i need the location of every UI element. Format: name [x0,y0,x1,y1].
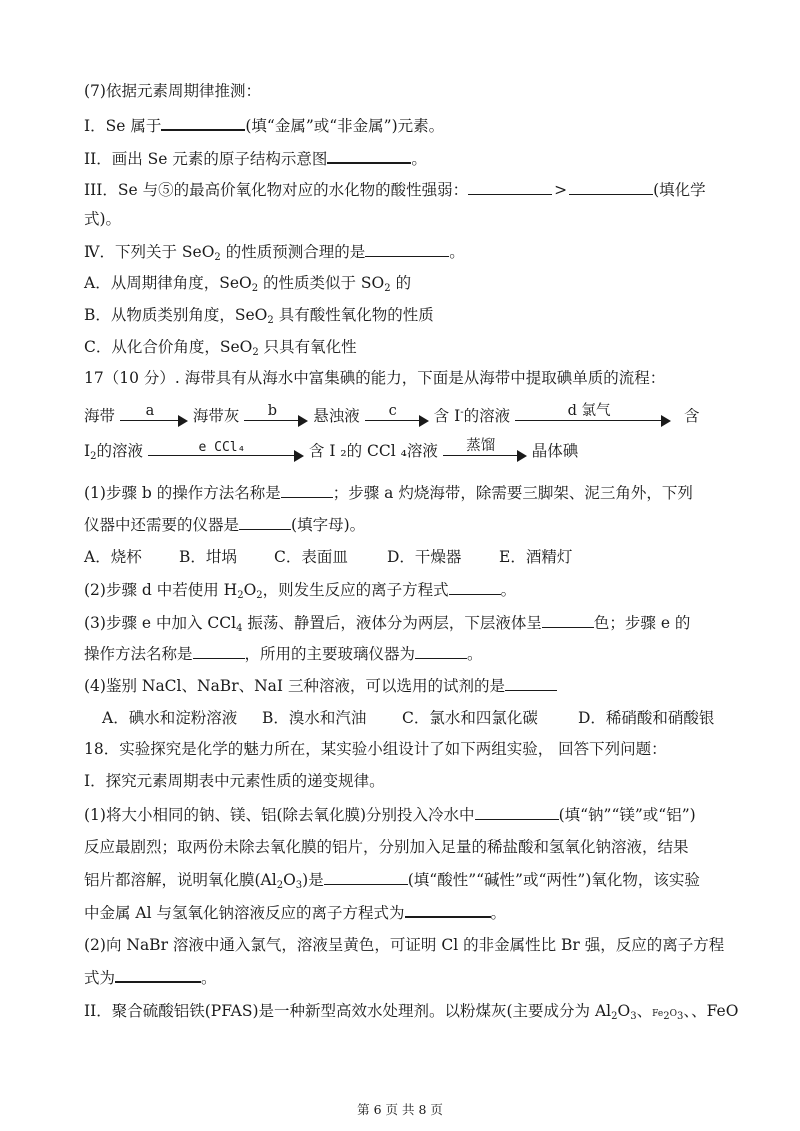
answer-blank[interactable] [569,178,653,195]
answer-blank[interactable] [365,240,449,257]
option-a: A．烧杯 [84,548,142,566]
option-b: B．坩埚 [179,548,237,566]
option-a: A．碘水和淀粉溶液 [102,709,238,727]
q17-part4: (4)鉴别 NaCl、NaBr、NaI 三种溶液，可以选用的试剂的是 [84,674,557,697]
q17-part1: (1)步骤 b 的操作方法名称是 ；步骤 a 灼烧海带，除需要三脚架、泥三角外，下列 [84,481,693,504]
q7-item-ii: II．画出 Se 元素的原子结构示意图 。 [84,146,427,170]
q17-part4-options [102,707,714,729]
option-d: D．稀硝酸和硝酸银 [578,709,715,727]
q7-item-iii-cont: 式)。 [84,210,122,228]
answer-blank[interactable] [405,900,491,918]
q18-sub1-cont3: 中金属 Al 与氢氧化钠溶液反应的离子方程式为 。 [84,900,506,924]
q7-item-i: I．Se 属于 (填“金属”或“非金属”)元素。 [84,113,444,137]
answer-blank[interactable] [468,178,552,195]
answer-blank[interactable] [239,513,291,530]
q18-intro: 18．实验探究是化学的魅力所在，某实验小组设计了如下两组实验， 回答下列问题： [84,740,667,758]
q18-sub1-cont1: 反应最剧烈；取两份未除去氧化膜的铝片，分别加入足量的稀盐酸和氢氧化钠溶液，结果 [84,838,689,856]
answer-blank[interactable] [327,146,411,164]
answer-blank[interactable] [161,113,245,131]
flow-arrow-distill: 蒸馏 [443,441,527,463]
answer-blank[interactable] [415,642,467,659]
q17-part2: (2)步骤 d 中若使用 $H_2O_2$，则发生反应的离子方程式 。 [84,578,516,607]
answer-blank[interactable] [475,803,559,820]
q17-intro: 17（10 分）. 海带具有从海水中富集碘的能力，下面是从海带中提取碘单质的流程： [84,369,666,387]
answer-blank[interactable] [324,868,408,885]
q7-item-iv: Ⅳ．下列关于 SeO$_2$ 的性质预测合理的是 。 [84,240,465,269]
q7-option-a: A．从周期律角度，SeO$_2$ 的性质类似于 $SO_2$ 的 [84,274,412,294]
option-b: B．溴水和汽油 [262,709,367,727]
q7-header: (7)依据元素周期律推测： [84,82,261,100]
answer-blank[interactable] [193,642,245,659]
q17-part3: (3)步骤 e 中加入 CCl$_4$ 振荡、静置后，液体分为两层，下层液体呈 色；步骤 e 的 [84,611,690,640]
flow-node-ccl4-solution: 含 I ₂的 CCl ₄溶液 [308,442,438,460]
option-e: E．酒精灯 [499,548,573,566]
flow-node-iodine-solution: $I_2$的溶液 [84,442,144,462]
q18-part2: II．聚合硫酸铝铁(PFAS)是一种新型高效水处理剂。以粉煤灰(主要成分为 $Al_2O_3$、$Fe_2O_3$、、FeO [84,1002,739,1022]
q18-sub2: (2)向 NaBr 溶液中通入氯气，溶液呈黄色，可证明 Cl 的非金属性比 Br 强，反应的离子方程 [84,936,725,954]
q7-option-c: C．从化合价角度，SeO$_2$ 只具有氧化性 [84,338,357,358]
answer-blank[interactable] [115,965,201,983]
q17-part1-options [84,546,572,568]
q18-sub1: (1)将大小相同的钠、镁、铝(除去氧化膜)分别投入冷水中 (填“钠”“镁”或“铝”) [84,803,696,826]
flow-arrow-c: c [365,406,429,428]
option-c: C．表面皿 [274,548,348,566]
q18-sub2-cont: 式为 。 [84,965,217,989]
flow-node-suspension: 悬浊液 [313,407,360,426]
answer-blank[interactable] [281,481,333,498]
flow-arrow-e: e CCl₄ [148,441,304,463]
q7-item-iii: III．Se 与⑤的最高价氧化物对应的水化物的酸性强弱： > (填化学 [84,178,706,201]
flow-diagram-row1 [84,402,700,428]
flow-diagram-row2 [84,440,578,468]
flow-node-contains: 含 [684,407,700,426]
flow-node-iodide-solution: 含 I-的溶液 [433,407,511,426]
q18-sub1-cont2: 铝片都溶解，说明氧化膜$(Al_2O_3)$是 (填“酸性”“碱性”或“两性”)氧化物，该实验 [84,868,700,897]
q17-part3-cont: 操作方法名称是 ，所用的主要玻璃仪器为 。 [84,642,483,665]
flow-arrow-b: b [244,406,308,428]
flow-arrow-d: d 氯气 [515,406,671,428]
answer-blank[interactable] [449,578,501,595]
answer-blank[interactable] [505,674,557,691]
q18-part1-title: I．探究元素周期表中元素性质的递变规律。 [84,772,385,790]
q7-option-b: B．从物质类别角度，SeO$_2$ 具有酸性氧化物的性质 [84,306,434,326]
flow-node-ash: 海带灰 [192,407,240,426]
flow-arrow-a: a [120,406,188,428]
flow-node-crystal-iodine: 晶体碘 [531,442,579,460]
flow-node-kelp: 海带 [84,407,116,426]
answer-blank[interactable] [542,611,594,628]
option-c: C．氯水和四氯化碳 [402,709,538,727]
q17-part1-cont: 仪器中还需要的仪器是 (填字母)。 [84,513,365,536]
option-d: D．干燥器 [387,548,462,566]
page-footer: 第 6 页 共 8 页 [357,1102,443,1117]
